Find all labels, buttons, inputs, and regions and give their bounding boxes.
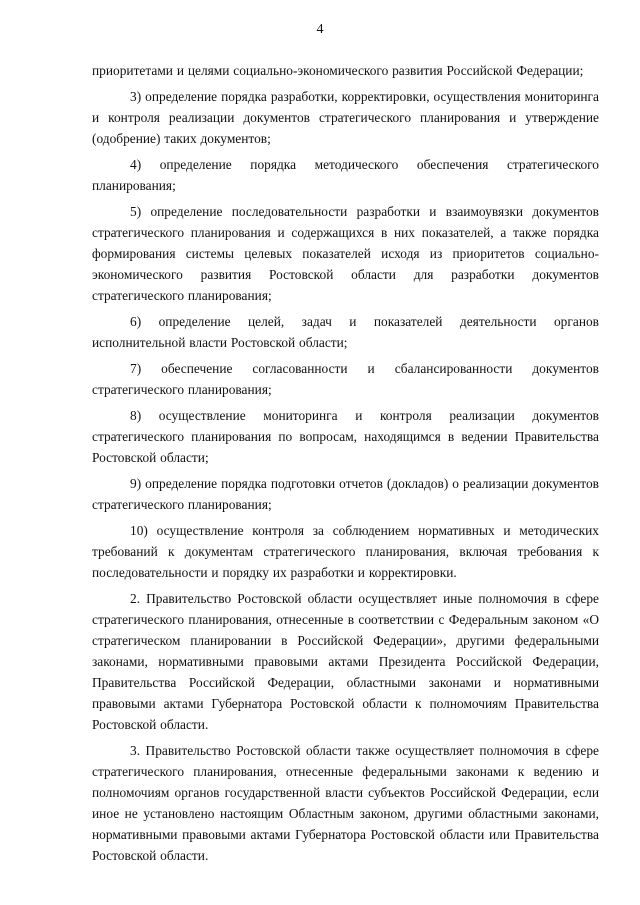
section-2-paragraph: 2. Правительство Ростовской области осуществляет иные полномочия в сфере стратегического планирования, отнесенные в соответствии с Федеральным законом «О стратегическом планировании в Российской Федерации», другими федеральными законами, нормативными правовыми актами Президента Российской Федерации, Правительства Российской Федерации, областными законами и нормативными правовыми актами Губернатора Ростовской области к полномочиям Правительства Ростовской области.	[92, 591, 599, 732]
list-item-4: 4) определение порядка методического обеспечения стратегического планирования;	[92, 157, 599, 193]
section-3-paragraph: 3. Правительство Ростовской области также осуществляет полномочия в сфере стратегического планирования, отнесенные федеральными законами к ведению и полномочиям органов государственной власти субъектов Российской Федерации, если иное не установлено настоящим Областным законом, другими областными законами, нормативными правовыми актами Губернатора Ростовской области или Правительства Ростовской области.	[92, 743, 599, 863]
list-item-6: 6) определение целей, задач и показателей деятельности органов исполнительной власти Ростовской области;	[92, 314, 599, 350]
page-number: 4	[316, 22, 324, 37]
list-item-7: 7) обеспечение согласованности и сбалансированности документов стратегического планирования;	[92, 361, 599, 397]
list-item-3: 3) определение порядка разработки, корректировки, осуществления мониторинга и контроля реализации документов стратегического планирования и утверждение (одобрение) таких документов;	[92, 89, 599, 146]
list-item-9: 9) определение порядка подготовки отчетов (докладов) о реализации документов стратегического планирования;	[92, 476, 599, 512]
paragraph-continuation: приоритетами и целями социально-экономического развития Российской Федерации;	[92, 63, 584, 78]
list-item-10: 10) осуществление контроля за соблюдением нормативных и методических требований к документам стратегического планирования, включая требования к последовательности и порядку их разработки и корректировки.	[92, 523, 599, 580]
list-item-8: 8) осуществление мониторинга и контроля реализации документов стратегического планирования по вопросам, находящимся в ведении Правительства Ростовской области;	[92, 408, 599, 465]
document-body	[92, 60, 599, 871]
list-item-5: 5) определение последовательности разработки и взаимоувязки документов стратегического планирования и содержащихся в них показателей, а также порядка формирования системы целевых показателей исходя из приоритетов социально-экономического развития Ростовской области для разработки документов стратегического планирования;	[92, 204, 599, 303]
